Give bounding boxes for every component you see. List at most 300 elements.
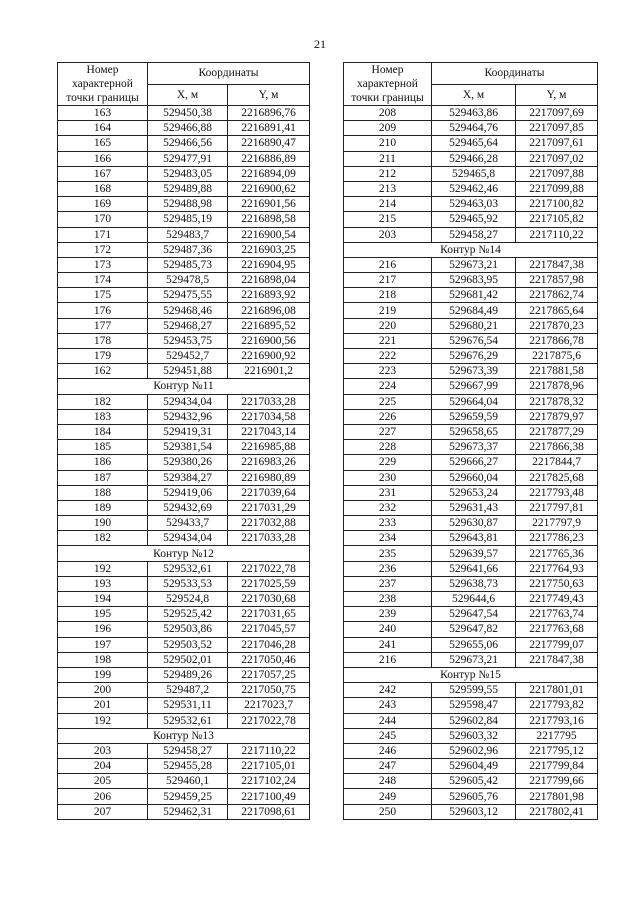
point-number-cell: 205 [58, 774, 148, 789]
y-coordinate-cell: 2217022,78 [228, 713, 310, 728]
header-point-number-line-2: характерной [72, 78, 133, 90]
y-coordinate-cell: 2217750,63 [516, 576, 598, 591]
table-row [344, 516, 598, 531]
table-row [58, 424, 310, 439]
coordinates-table-right [343, 62, 598, 820]
table-row [344, 349, 598, 364]
point-number-cell: 196 [58, 622, 148, 637]
header-point-number-line-1: Номер [371, 64, 404, 76]
y-coordinate-cell: 2217879,97 [516, 409, 598, 424]
table-row [344, 485, 598, 500]
x-coordinate-cell: 529468,27 [148, 318, 228, 333]
point-number-cell: 184 [58, 424, 148, 439]
y-coordinate-cell: 2216895,52 [228, 318, 310, 333]
x-coordinate-cell: 529602,84 [432, 713, 516, 728]
x-coordinate-cell: 529676,54 [432, 333, 516, 348]
table-body-right [344, 106, 598, 820]
table-row [58, 500, 310, 515]
x-coordinate-cell: 529466,28 [432, 151, 516, 166]
point-number-cell: 165 [58, 136, 148, 151]
table-row [58, 227, 310, 242]
x-coordinate-cell: 529673,21 [432, 257, 516, 272]
point-number-cell: 170 [58, 212, 148, 227]
table-row [344, 546, 598, 561]
x-coordinate-cell: 529478,5 [148, 273, 228, 288]
table-row [344, 379, 598, 394]
table-row [344, 759, 598, 774]
x-coordinate-cell: 529483,7 [148, 227, 228, 242]
x-coordinate-cell: 529524,8 [148, 592, 228, 607]
table-row [58, 409, 310, 424]
y-coordinate-cell: 2216891,41 [228, 121, 310, 136]
point-number-cell: 237 [344, 576, 432, 591]
x-coordinate-cell: 529489,88 [148, 181, 228, 196]
x-coordinate-cell: 529658,65 [432, 424, 516, 439]
contour-section-row [344, 667, 598, 682]
y-coordinate-cell: 2217799,07 [516, 637, 598, 652]
header-point-number-line-3: точки границы [351, 92, 424, 104]
y-coordinate-cell: 2217786,23 [516, 531, 598, 546]
y-coordinate-cell: 2217797,81 [516, 500, 598, 515]
table-row [344, 197, 598, 212]
table-row [344, 106, 598, 121]
y-coordinate-cell: 2217881,58 [516, 364, 598, 379]
y-coordinate-cell: 2217793,48 [516, 485, 598, 500]
table-row [344, 151, 598, 166]
y-coordinate-cell: 2216901,56 [228, 197, 310, 212]
y-coordinate-cell: 2217031,65 [228, 607, 310, 622]
x-coordinate-cell: 529659,59 [432, 409, 516, 424]
table-row [344, 409, 598, 424]
y-coordinate-cell: 2217057,25 [228, 667, 310, 682]
y-coordinate-cell: 2217030,68 [228, 592, 310, 607]
point-number-cell: 189 [58, 500, 148, 515]
table-row [58, 713, 310, 728]
table-row [58, 516, 310, 531]
point-number-cell: 204 [58, 759, 148, 774]
x-coordinate-cell: 529667,99 [432, 379, 516, 394]
x-coordinate-cell: 529434,04 [148, 394, 228, 409]
point-number-cell: 244 [344, 713, 432, 728]
point-number-cell: 246 [344, 743, 432, 758]
table-row [58, 181, 310, 196]
table-row [344, 652, 598, 667]
table-row [58, 667, 310, 682]
table-row [344, 531, 598, 546]
point-number-cell: 215 [344, 212, 432, 227]
header-x: X, м [432, 84, 516, 106]
table-row [58, 440, 310, 455]
point-number-cell: 175 [58, 288, 148, 303]
point-number-cell: 218 [344, 288, 432, 303]
x-coordinate-cell: 529673,37 [432, 440, 516, 455]
point-number-cell: 212 [344, 166, 432, 181]
point-number-cell: 176 [58, 303, 148, 318]
point-number-cell: 233 [344, 516, 432, 531]
x-coordinate-cell: 529644,6 [432, 592, 516, 607]
table-row [58, 136, 310, 151]
table-row [58, 637, 310, 652]
y-coordinate-cell: 2217797,9 [516, 516, 598, 531]
y-coordinate-cell: 2217023,7 [228, 698, 310, 713]
point-number-cell: 223 [344, 364, 432, 379]
y-coordinate-cell: 2217825,68 [516, 470, 598, 485]
y-coordinate-cell: 2217801,98 [516, 789, 598, 804]
x-coordinate-cell: 529533,53 [148, 576, 228, 591]
point-number-cell: 228 [344, 440, 432, 455]
x-coordinate-cell: 529641,66 [432, 561, 516, 576]
y-coordinate-cell: 2217795 [516, 728, 598, 743]
point-number-cell: 200 [58, 683, 148, 698]
point-number-cell: 230 [344, 470, 432, 485]
table-row [58, 394, 310, 409]
y-coordinate-cell: 2216898,04 [228, 273, 310, 288]
point-number-cell: 195 [58, 607, 148, 622]
table-row [344, 333, 598, 348]
table-row [344, 181, 598, 196]
y-coordinate-cell: 2217105,01 [228, 759, 310, 774]
y-coordinate-cell: 2217110,22 [228, 743, 310, 758]
table-row [344, 622, 598, 637]
table-row [58, 607, 310, 622]
x-coordinate-cell: 529466,56 [148, 136, 228, 151]
point-number-cell: 192 [58, 713, 148, 728]
contour-section-row [58, 379, 310, 394]
page-number: 21 [314, 37, 326, 51]
x-coordinate-cell: 529502,01 [148, 652, 228, 667]
table-row [344, 607, 598, 622]
x-coordinate-cell: 529673,21 [432, 652, 516, 667]
header-coordinates: Координаты [148, 63, 310, 85]
header-point-number-line-3: точки границы [66, 92, 139, 104]
coordinates-table-left [57, 62, 310, 820]
table-row [344, 789, 598, 804]
point-number-cell: 203 [344, 227, 432, 242]
x-coordinate-cell: 529459,25 [148, 789, 228, 804]
point-number-cell: 220 [344, 318, 432, 333]
contour-section-row [58, 728, 310, 743]
y-coordinate-cell: 2217763,68 [516, 622, 598, 637]
point-number-cell: 210 [344, 136, 432, 151]
point-number-cell: 235 [344, 546, 432, 561]
point-number-cell: 221 [344, 333, 432, 348]
point-number-cell: 166 [58, 151, 148, 166]
x-coordinate-cell: 529477,91 [148, 151, 228, 166]
x-coordinate-cell: 529463,86 [432, 106, 516, 121]
header-y: Y, м [516, 84, 598, 106]
point-number-cell: 219 [344, 303, 432, 318]
point-number-cell: 206 [58, 789, 148, 804]
y-coordinate-cell: 2216985,88 [228, 440, 310, 455]
table-row [58, 455, 310, 470]
x-coordinate-cell: 529630,87 [432, 516, 516, 531]
y-coordinate-cell: 2217749,43 [516, 592, 598, 607]
y-coordinate-cell: 2217097,02 [516, 151, 598, 166]
point-number-cell: 162 [58, 364, 148, 379]
point-number-cell: 247 [344, 759, 432, 774]
y-coordinate-cell: 2216900,56 [228, 333, 310, 348]
y-coordinate-cell: 2217110,22 [516, 227, 598, 242]
table-row [58, 683, 310, 698]
x-coordinate-cell: 529455,28 [148, 759, 228, 774]
table-row [58, 121, 310, 136]
point-number-cell: 192 [58, 561, 148, 576]
point-number-cell: 225 [344, 394, 432, 409]
table-row [344, 592, 598, 607]
x-coordinate-cell: 529487,36 [148, 242, 228, 257]
y-coordinate-cell: 2216983,26 [228, 455, 310, 470]
table-row [58, 197, 310, 212]
y-coordinate-cell: 2216904,95 [228, 257, 310, 272]
y-coordinate-cell: 2216980,89 [228, 470, 310, 485]
x-coordinate-cell: 529487,2 [148, 683, 228, 698]
x-coordinate-cell: 529462,31 [148, 804, 228, 819]
x-coordinate-cell: 529660,04 [432, 470, 516, 485]
table-row [58, 759, 310, 774]
x-coordinate-cell: 529599,55 [432, 683, 516, 698]
x-coordinate-cell: 529463,03 [432, 197, 516, 212]
x-coordinate-cell: 529673,39 [432, 364, 516, 379]
y-coordinate-cell: 2217022,78 [228, 561, 310, 576]
point-number-cell: 245 [344, 728, 432, 743]
point-number-cell: 173 [58, 257, 148, 272]
x-coordinate-cell: 529655,06 [432, 637, 516, 652]
y-coordinate-cell: 2217763,74 [516, 607, 598, 622]
y-coordinate-cell: 2217097,85 [516, 121, 598, 136]
x-coordinate-cell: 529458,27 [148, 743, 228, 758]
x-coordinate-cell: 529460,1 [148, 774, 228, 789]
contour-section-row [344, 242, 598, 257]
contour-title: Контур №11 [58, 379, 310, 394]
y-coordinate-cell: 2216890,47 [228, 136, 310, 151]
x-coordinate-cell: 529598,47 [432, 698, 516, 713]
x-coordinate-cell: 529433,7 [148, 516, 228, 531]
point-number-cell: 167 [58, 166, 148, 181]
y-coordinate-cell: 2217043,14 [228, 424, 310, 439]
table-row [344, 455, 598, 470]
point-number-cell: 226 [344, 409, 432, 424]
table-row [344, 394, 598, 409]
table-row [58, 561, 310, 576]
point-number-cell: 208 [344, 106, 432, 121]
x-coordinate-cell: 529532,61 [148, 561, 228, 576]
x-coordinate-cell: 529680,21 [432, 318, 516, 333]
table-row [344, 728, 598, 743]
table-body-left [58, 106, 310, 820]
y-coordinate-cell: 2217050,75 [228, 683, 310, 698]
x-coordinate-cell: 529643,81 [432, 531, 516, 546]
table-row [58, 622, 310, 637]
y-coordinate-cell: 2217097,88 [516, 166, 598, 181]
table-row [58, 212, 310, 227]
point-number-cell: 164 [58, 121, 148, 136]
point-number-cell: 216 [344, 652, 432, 667]
y-coordinate-cell: 2217847,38 [516, 652, 598, 667]
header-coordinates: Координаты [432, 63, 598, 85]
y-coordinate-cell: 2216900,92 [228, 349, 310, 364]
table-row [58, 485, 310, 500]
table-row [344, 303, 598, 318]
table-row [344, 500, 598, 515]
x-coordinate-cell: 529485,19 [148, 212, 228, 227]
point-number-cell: 201 [58, 698, 148, 713]
table-row [344, 561, 598, 576]
table-row [344, 637, 598, 652]
y-coordinate-cell: 2216894,09 [228, 166, 310, 181]
table-row [344, 804, 598, 819]
point-number-cell: 169 [58, 197, 148, 212]
y-coordinate-cell: 2217878,96 [516, 379, 598, 394]
table-row [58, 257, 310, 272]
y-coordinate-cell: 2217844,7 [516, 455, 598, 470]
point-number-cell: 182 [58, 394, 148, 409]
x-coordinate-cell: 529462,46 [432, 181, 516, 196]
y-coordinate-cell: 2216900,62 [228, 181, 310, 196]
table-row [344, 273, 598, 288]
x-coordinate-cell: 529488,98 [148, 197, 228, 212]
point-number-cell: 178 [58, 333, 148, 348]
point-number-cell: 229 [344, 455, 432, 470]
point-number-cell: 197 [58, 637, 148, 652]
table-row [58, 349, 310, 364]
y-coordinate-cell: 2217764,93 [516, 561, 598, 576]
y-coordinate-cell: 2217865,64 [516, 303, 598, 318]
point-number-cell: 207 [58, 804, 148, 819]
x-coordinate-cell: 529647,54 [432, 607, 516, 622]
point-number-cell: 231 [344, 485, 432, 500]
table-row [58, 166, 310, 181]
point-number-cell: 250 [344, 804, 432, 819]
table-row [58, 789, 310, 804]
table-row [344, 136, 598, 151]
header-point-number-line-1: Номер [86, 64, 119, 76]
y-coordinate-cell: 2217034,58 [228, 409, 310, 424]
table-row [344, 288, 598, 303]
x-coordinate-cell: 529647,82 [432, 622, 516, 637]
y-coordinate-cell: 2217100,49 [228, 789, 310, 804]
y-coordinate-cell: 2217031,29 [228, 500, 310, 515]
x-coordinate-cell: 529532,61 [148, 713, 228, 728]
y-coordinate-cell: 2217793,16 [516, 713, 598, 728]
y-coordinate-cell: 2216896,76 [228, 106, 310, 121]
point-number-cell: 183 [58, 409, 148, 424]
y-coordinate-cell: 2217100,82 [516, 197, 598, 212]
table-row [344, 683, 598, 698]
point-number-cell: 232 [344, 500, 432, 515]
contour-section-row [58, 546, 310, 561]
y-coordinate-cell: 2217033,28 [228, 531, 310, 546]
x-coordinate-cell: 529465,8 [432, 166, 516, 181]
x-coordinate-cell: 529452,7 [148, 349, 228, 364]
x-coordinate-cell: 529468,46 [148, 303, 228, 318]
y-coordinate-cell: 2217098,61 [228, 804, 310, 819]
point-number-cell: 188 [58, 485, 148, 500]
y-coordinate-cell: 2217105,82 [516, 212, 598, 227]
table-row [58, 273, 310, 288]
x-coordinate-cell: 529603,12 [432, 804, 516, 819]
point-number-cell: 224 [344, 379, 432, 394]
y-coordinate-cell: 2217801,01 [516, 683, 598, 698]
point-number-cell: 182 [58, 531, 148, 546]
x-coordinate-cell: 529631,43 [432, 500, 516, 515]
point-number-cell: 174 [58, 273, 148, 288]
point-number-cell: 242 [344, 683, 432, 698]
point-number-cell: 227 [344, 424, 432, 439]
point-number-cell: 213 [344, 181, 432, 196]
point-number-cell: 194 [58, 592, 148, 607]
table-row [344, 774, 598, 789]
x-coordinate-cell: 529503,52 [148, 637, 228, 652]
table-row [58, 576, 310, 591]
x-coordinate-cell: 529653,24 [432, 485, 516, 500]
header-x: X, м [148, 84, 228, 106]
point-number-cell: 168 [58, 181, 148, 196]
contour-title: Контур №14 [344, 242, 598, 257]
y-coordinate-cell: 2217039,64 [228, 485, 310, 500]
table-row [58, 106, 310, 121]
y-coordinate-cell: 2217866,78 [516, 333, 598, 348]
table-row [58, 774, 310, 789]
header-point-number [58, 63, 148, 106]
point-number-cell: 248 [344, 774, 432, 789]
point-number-cell: 179 [58, 349, 148, 364]
y-coordinate-cell: 2217033,28 [228, 394, 310, 409]
x-coordinate-cell: 529605,76 [432, 789, 516, 804]
y-coordinate-cell: 2217875,6 [516, 349, 598, 364]
point-number-cell: 211 [344, 151, 432, 166]
table-row [344, 576, 598, 591]
x-coordinate-cell: 529434,04 [148, 531, 228, 546]
x-coordinate-cell: 529503,86 [148, 622, 228, 637]
point-number-cell: 240 [344, 622, 432, 637]
table-row [58, 151, 310, 166]
y-coordinate-cell: 2217795,12 [516, 743, 598, 758]
x-coordinate-cell: 529525,42 [148, 607, 228, 622]
y-coordinate-cell: 2216893,92 [228, 288, 310, 303]
point-number-cell: 238 [344, 592, 432, 607]
x-coordinate-cell: 529603,32 [432, 728, 516, 743]
header-point-number [344, 63, 432, 106]
x-coordinate-cell: 529489,26 [148, 667, 228, 682]
point-number-cell: 199 [58, 667, 148, 682]
table-row [58, 470, 310, 485]
y-coordinate-cell: 2217857,98 [516, 273, 598, 288]
x-coordinate-cell: 529464,76 [432, 121, 516, 136]
table-row [58, 303, 310, 318]
table-row [58, 364, 310, 379]
point-number-cell: 177 [58, 318, 148, 333]
x-coordinate-cell: 529602,96 [432, 743, 516, 758]
table-row [344, 121, 598, 136]
x-coordinate-cell: 529483,05 [148, 166, 228, 181]
y-coordinate-cell: 2217877,29 [516, 424, 598, 439]
x-coordinate-cell: 529638,73 [432, 576, 516, 591]
x-coordinate-cell: 529681,42 [432, 288, 516, 303]
point-number-cell: 172 [58, 242, 148, 257]
table-row [344, 257, 598, 272]
point-number-cell: 236 [344, 561, 432, 576]
y-coordinate-cell: 2217097,61 [516, 136, 598, 151]
y-coordinate-cell: 2216903,25 [228, 242, 310, 257]
point-number-cell: 217 [344, 273, 432, 288]
x-coordinate-cell: 529381,54 [148, 440, 228, 455]
y-coordinate-cell: 2217866,38 [516, 440, 598, 455]
table-row [58, 804, 310, 819]
point-number-cell: 241 [344, 637, 432, 652]
point-number-cell: 249 [344, 789, 432, 804]
point-number-cell: 190 [58, 516, 148, 531]
contour-title: Контур №15 [344, 667, 598, 682]
